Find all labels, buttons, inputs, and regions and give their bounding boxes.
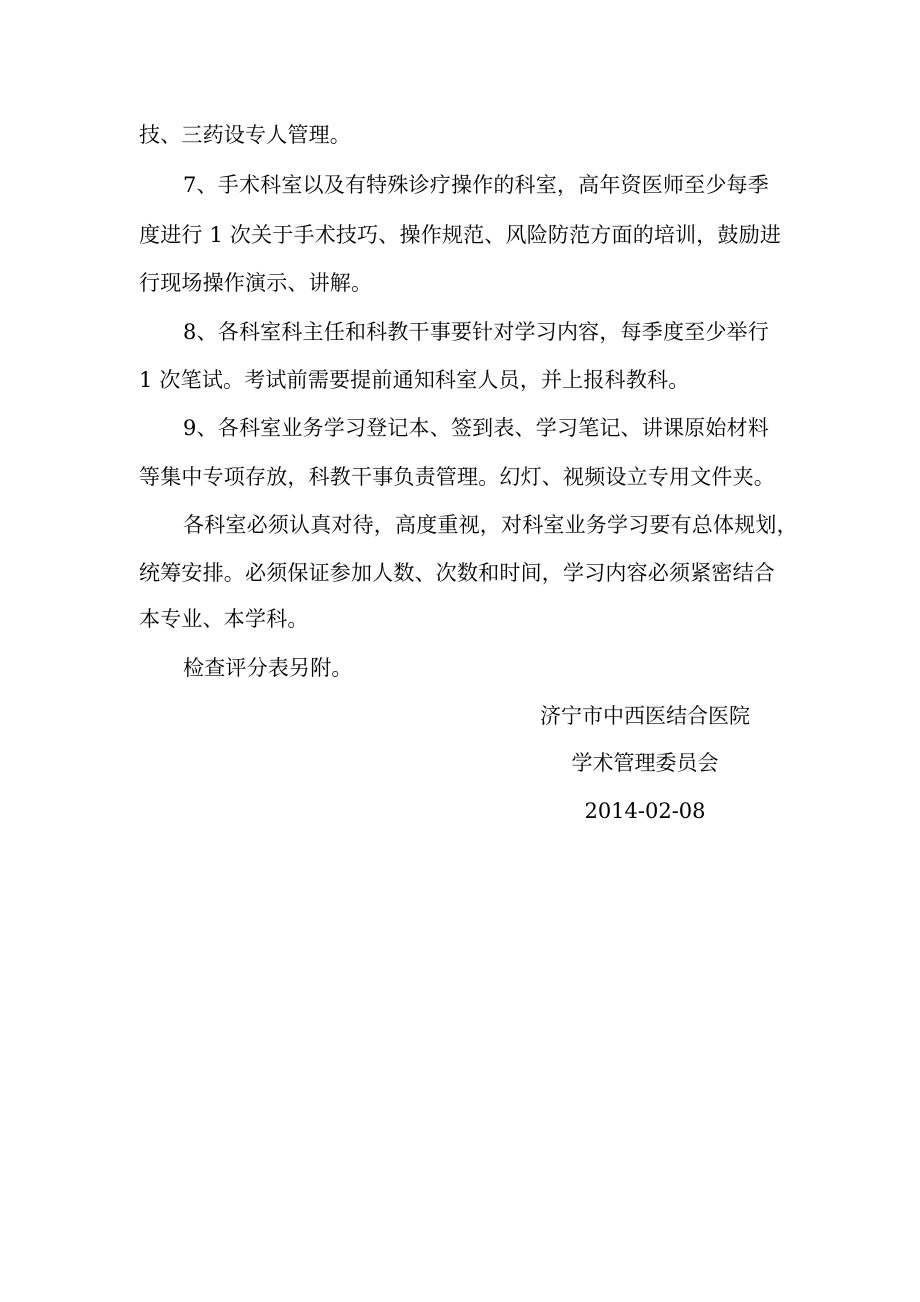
paragraph-line: 9、各科室业务学习登记本、签到表、学习笔记、讲课原始材料	[183, 416, 769, 440]
paragraph-line: 行现场操作演示、讲解。	[139, 271, 373, 295]
paragraph-line: 1 次笔试。考试前需要提前通知科室人员，并上报科教科。	[139, 368, 690, 392]
paragraph-line: 等集中专项存放，科教干事负责管理。幻灯、视频设立专用文件夹。	[139, 465, 775, 489]
paragraph-line: 7、手术科室以及有特殊诊疗操作的科室，高年资医师至少每季	[183, 173, 769, 197]
paragraph-line: 统筹安排。必须保证参加人数、次数和时间，学习内容必须紧密结合	[139, 561, 775, 585]
paragraph-line: 8、各科室科主任和科教干事要针对学习内容，每季度至少举行	[183, 320, 769, 344]
paragraph-line: 各科室必须认真对待，高度重视，对科室业务学习要有总体规划，	[183, 513, 798, 537]
paragraph-line: 技、三药设专人管理。	[139, 123, 351, 147]
paragraph-line: 本专业、本学科。	[139, 607, 309, 631]
paragraph-line: 检查评分表另附。	[183, 656, 353, 680]
signature-date: 2014-02-08	[584, 799, 706, 823]
paragraph-line: 度进行 1 次关于手术技巧、操作规范、风险防范方面的培训，鼓励进	[139, 223, 782, 247]
signature-organization: 济宁市中西医结合医院	[540, 704, 750, 728]
signature-committee: 学术管理委员会	[571, 751, 719, 775]
